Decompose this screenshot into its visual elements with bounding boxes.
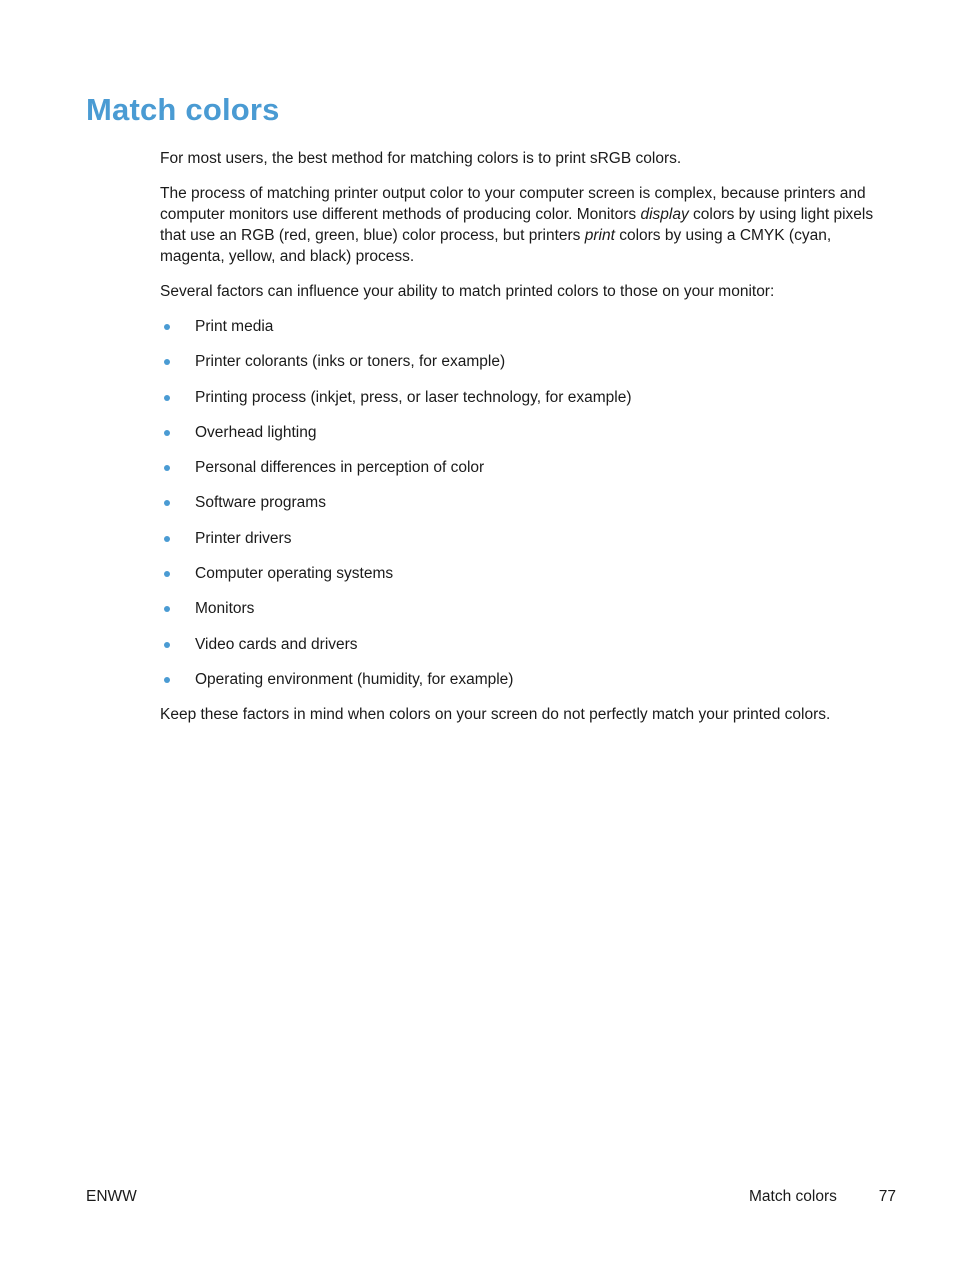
list-item-text: Operating environment (humidity, for example) <box>195 670 514 688</box>
list-item-text: Video cards and drivers <box>195 635 358 653</box>
list-item-text: Printer drivers <box>195 529 292 547</box>
emphasis-print: print <box>584 227 615 244</box>
list-item-text: Print media <box>195 318 274 335</box>
process-paragraph <box>160 183 880 267</box>
bullet-dot-icon <box>164 324 170 330</box>
process-text-1: The process of matching printer output color to your computer screen is complex, because printers and computer monitors use different methods of producing color. Monitors <box>160 185 866 223</box>
page-title: Match colors <box>86 92 280 127</box>
bullet-dot-icon <box>164 359 170 365</box>
list-item <box>160 492 880 513</box>
list-item-text: Software programs <box>195 494 326 512</box>
bullet-dot-icon <box>164 500 170 506</box>
emphasis-display: display <box>640 206 689 223</box>
main-content <box>160 148 880 739</box>
list-item-text: Printing process (inkjet, press, or laser technology, for example) <box>195 388 632 406</box>
list-item <box>160 634 880 655</box>
bullet-dot-icon <box>164 465 170 471</box>
factors-intro: Several factors can influence your ability to match printed colors to those on your monitor: <box>160 283 775 300</box>
list-item <box>160 387 880 408</box>
process-text-2: colors by using light pixels that use an RGB (red, green, blue) color process, but printers <box>160 206 874 244</box>
bullet-dot-icon <box>164 395 170 401</box>
list-item <box>160 422 880 443</box>
closing-paragraph: Keep these factors in mind when colors on your screen do not perfectly match your printed colors. <box>160 706 831 724</box>
list-item-text: Overhead lighting <box>195 423 317 441</box>
bullet-dot-icon <box>164 642 170 648</box>
list-item-text: Printer colorants (inks or toners, for example) <box>195 353 506 371</box>
list-item-text: Computer operating systems <box>195 565 394 583</box>
factors-list <box>160 316 880 690</box>
bullet-dot-icon <box>164 606 170 612</box>
intro-paragraph: For most users, the best method for matching colors is to print sRGB colors. <box>160 150 682 167</box>
bullet-dot-icon <box>164 430 170 436</box>
footer-section-title: Match colors <box>749 1188 837 1205</box>
list-item <box>160 563 880 584</box>
list-item-text: Monitors <box>195 600 255 618</box>
list-item-text: Personal differences in perception of color <box>195 459 485 477</box>
footer-page-number: 77 <box>878 1188 896 1205</box>
process-text-3: colors by using a CMYK (cyan, magenta, yellow, and black) process. <box>160 227 832 265</box>
list-item <box>160 316 880 337</box>
list-item <box>160 457 880 478</box>
list-item <box>160 351 880 372</box>
bullet-dot-icon <box>164 571 170 577</box>
bullet-dot-icon <box>164 677 170 683</box>
list-item <box>160 598 880 619</box>
list-item <box>160 528 880 549</box>
footer-locale: ENWW <box>86 1188 137 1205</box>
bullet-dot-icon <box>164 536 170 542</box>
list-item <box>160 669 880 690</box>
